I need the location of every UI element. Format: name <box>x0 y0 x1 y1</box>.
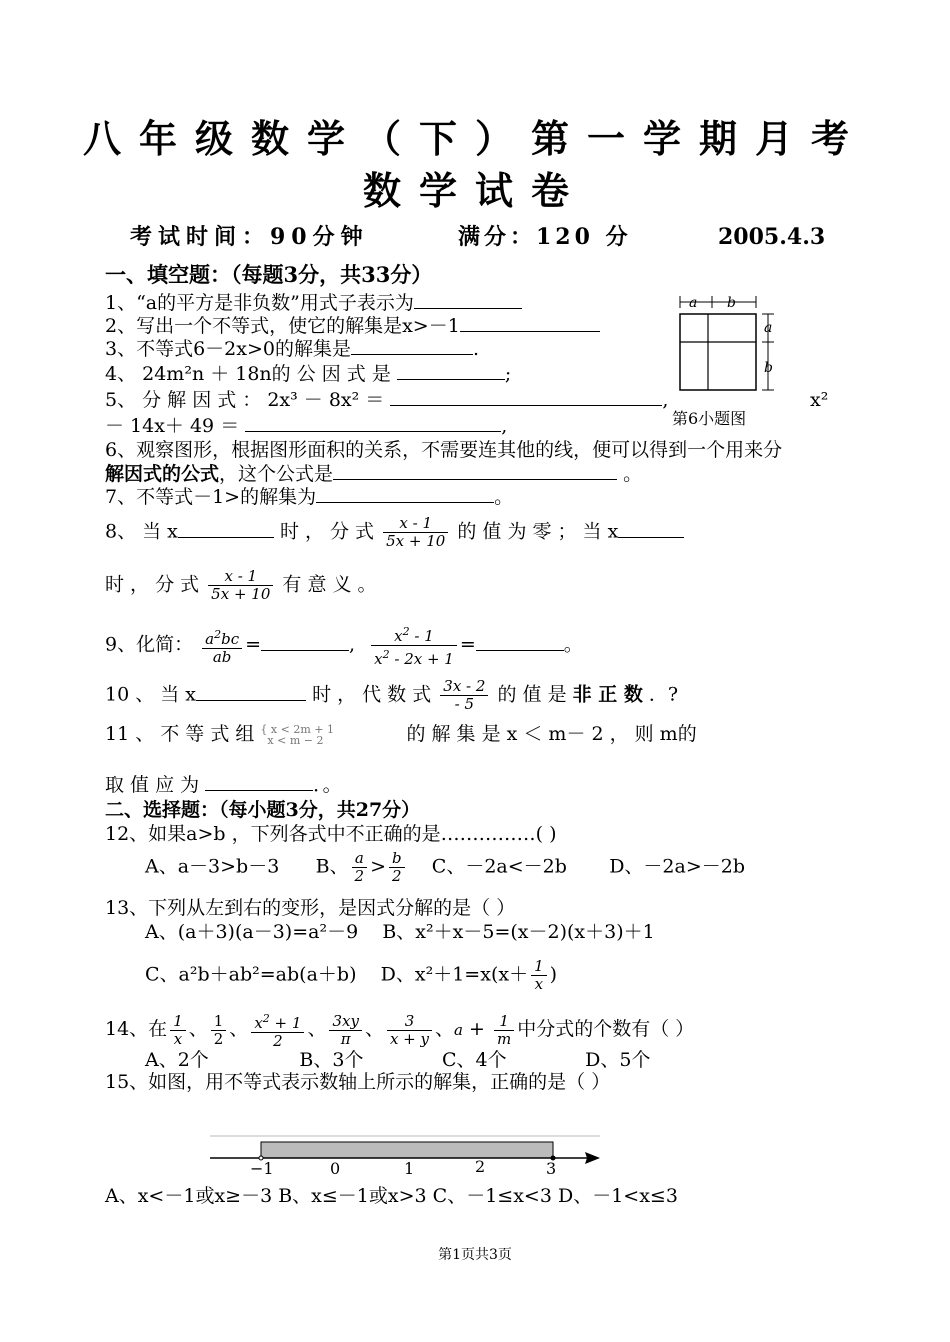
question-13-options-2: C、a²b＋ab²=ab(a＋b) D、x²＋1=x(x＋ $\frac{1}{x}$ ) <box>145 957 558 993</box>
question-12: 12、如果a>b ，下列各式中不正确的是……………( ) <box>105 823 557 845</box>
question-14: 14、在 $\frac{1}{x}$ 、 $\frac{1}{2}$ 、 $\frac{x^2 + 1}{2}$ 、 $\frac{3xy}{\pi}$ 、 $\frac{3}{x + y}$ 、a + $\frac{1}{m}$ 中分式的个数有（ ） <box>105 1011 695 1050</box>
full-score: 满分：120 分 <box>458 224 632 250</box>
exam-date: 2005.4.3 <box>718 224 826 250</box>
question-4: 4、 24m²n ＋ 18n的 公 因 式 是 ; <box>105 363 512 385</box>
question-5-x2: x² <box>810 389 829 411</box>
question-7: 7、不等式－1>的解集为 。 <box>105 486 514 508</box>
svg-text:a: a <box>689 295 698 311</box>
question-8: 8、 当 x 时 ， 分 式 $\frac{x - 1}{5x + 10}$ 的 值 为 零 ； 当 x <box>105 515 684 550</box>
axis-tick-label: 0 <box>330 1159 341 1178</box>
question-2: 2、写出一个不等式，使它的解集是x>－1 <box>105 313 600 338</box>
axis-tick-label: 2 <box>475 1157 486 1176</box>
question-6: 6、观察图形，根据图形面积的关系，不需要连其他的线，便可以得到一个用来分 <box>105 439 783 461</box>
question-9: 9、化简： $\frac{a^2bc}{ab}$ = , $\frac{x^2 - 1}{x^2 - 2x + 1}$ = 。 <box>105 625 583 668</box>
question-14-options: A、2个 B、3个 C、4个 D、5个 <box>145 1049 651 1071</box>
svg-text:b: b <box>764 360 773 376</box>
title-line-2: 数学试卷 <box>362 169 587 213</box>
section2-heading: 二、选择题：（每小题3分，共27分） <box>105 799 421 821</box>
axis-tick-label: 1 <box>404 1159 415 1178</box>
question-1: 1、“a的平方是非负数”用式子表示为 <box>105 290 522 315</box>
axis-tick-label: 3 <box>546 1159 557 1178</box>
square-figure <box>672 292 792 394</box>
section1-heading: 一、填空题：（每题3分，共33分） <box>105 262 433 287</box>
exam-time: 考试时间：90分钟 <box>130 224 369 250</box>
svg-text:a: a <box>764 320 773 336</box>
title-line-1: 八年级数学（下）第一学期月考 <box>82 117 867 161</box>
question-11: 11 、 不 等 式 组 { x < 2m + 1 x < m − 2 的 解 集 是 x ＜ m－ 2 ， 则 m的 <box>105 723 697 747</box>
question-13: 13、下列从左到右的变形，是因式分解的是（ ） <box>105 897 516 919</box>
question-6-part2: 解因式的公式，这个公式是 。 <box>105 463 643 485</box>
question-15-options: A、x<－1或x≥－3 B、x≤－1或x>3 C、－1≤x<3 D、－1<x≤3 <box>105 1185 678 1207</box>
question-11-part2: 取 值 应 为 ．。 <box>105 774 342 796</box>
question-13-options-1: A、(a＋3)(a－3)=a²－9 B、x²＋x－5=(x－2)(x＋3)＋1 <box>145 921 655 943</box>
question-8-part2: 时 ， 分 式 $\frac{x - 1}{5x + 10}$ 有 意 义 。 <box>105 567 377 603</box>
figure-caption: 第6小题图 <box>672 409 747 428</box>
question-12-options: A、a－3>b－3 B、 $\frac{a}{2}$ > $\frac{b}{2}$ C、－2a<－2b D、－2a>－2b <box>145 849 746 885</box>
page-footer: 第1页共3页 <box>438 1247 512 1263</box>
question-5: 5、 分 解 因 式 ： 2x³ － 8x² ＝ , <box>105 389 669 411</box>
question-15: 15、如图，用不等式表示数轴上所示的解集，正确的是（ ） <box>105 1071 611 1093</box>
question-10: 10 、 当 x 时 ， 代 数 式 $\frac{3x - 2}{- 5}$ 的 值 是 非 正 数 ．? <box>105 677 679 713</box>
svg-text:b: b <box>727 295 736 311</box>
question-3: 3、不等式6－2x>0的解集是 . <box>105 338 480 360</box>
axis-tick-label: −1 <box>250 1159 274 1178</box>
question-5-part2: － 14x＋ 49 ＝ , <box>105 415 508 437</box>
